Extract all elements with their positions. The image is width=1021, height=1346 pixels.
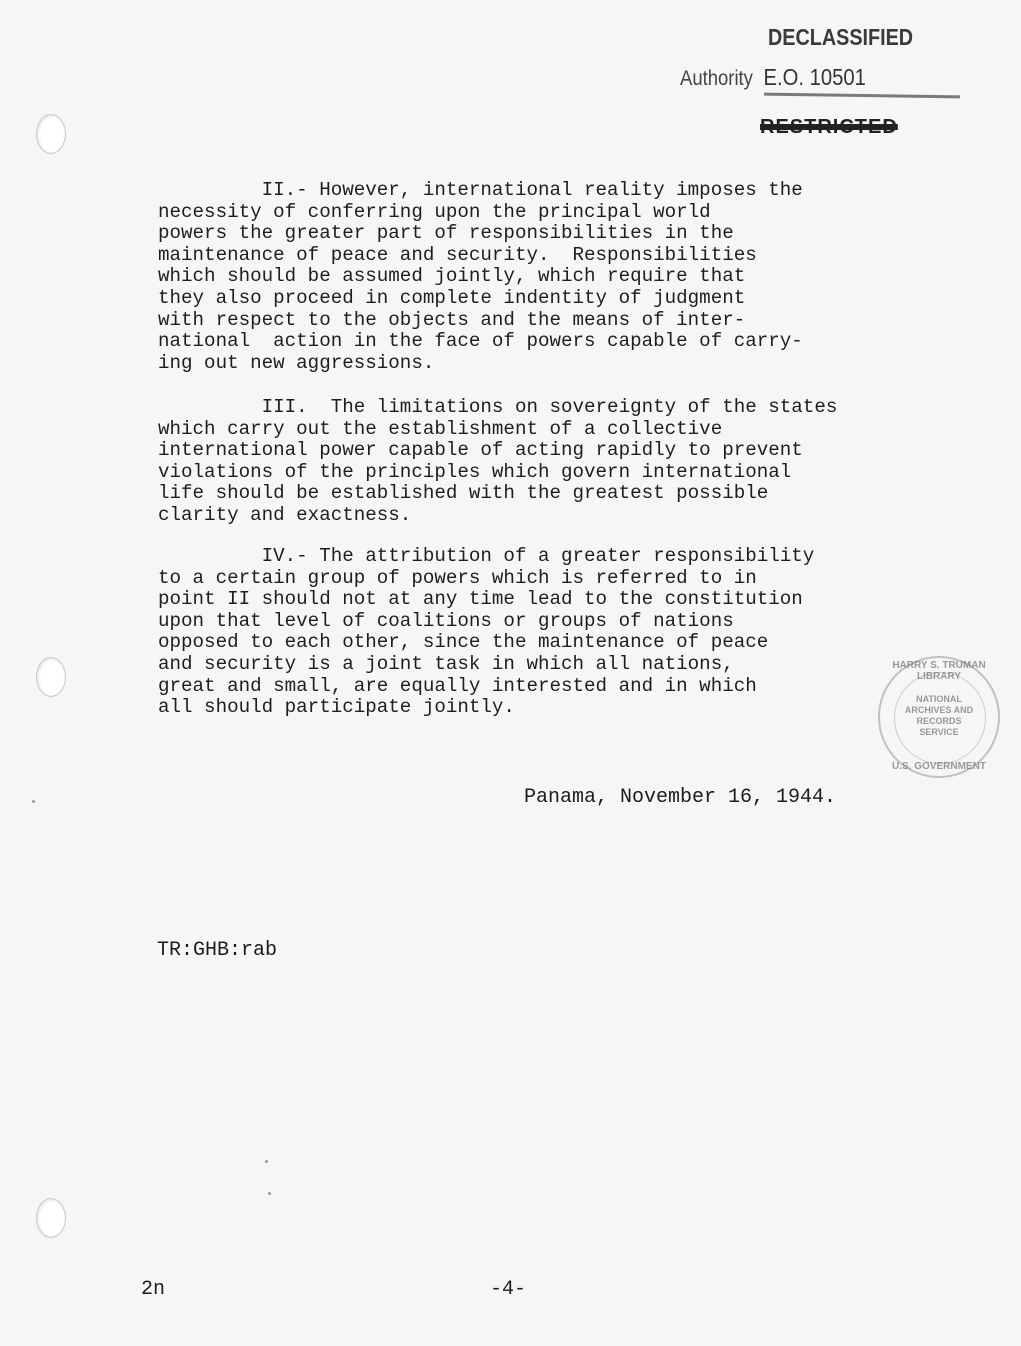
footer-code: 2n bbox=[141, 1278, 166, 1301]
seal-top-text: HARRY S. TRUMAN LIBRARY bbox=[892, 660, 986, 682]
paper-speck bbox=[268, 1192, 271, 1195]
paragraph-ii: II.- However, international reality imposes the necessity of conferring upon the principal world powers the greater part of responsibilities in the maintenance of peace and security. Responsibilities which should be assumed jointly, which require that they also proceed in complete indentity of judgment with respect to the objects and the means of inter- national action in the face of powers capable of carry- ing out new aggressions. bbox=[158, 179, 803, 374]
paragraph-iv: IV.- The attribution of a greater responsibility to a certain group of powers which is referred to in point II should not at any time lead to the constitution upon that level of coalitions or groups of nations opposed to each other, since the maintenance of peace and security is a joint task in which all nations, great and small, are equally interested and in which all should participate jointly. bbox=[158, 545, 815, 719]
seal-center-text: NATIONAL ARCHIVES AND RECORDS SERVICE bbox=[904, 694, 974, 737]
punch-hole bbox=[36, 1198, 66, 1238]
authority-stamp bbox=[680, 64, 866, 91]
dateline: Panama, November 16, 1944. bbox=[524, 786, 837, 809]
paragraph-iii: III. The limitations on sovereignty of the states which carry out the establishment of a collective international power capable of acting rapidly to prevent violations of the principles which govern international life should be established with the greatest possible clarity and exactness. bbox=[158, 396, 838, 526]
authority-label: Authority bbox=[680, 67, 753, 90]
declassified-stamp: DECLASSIFIED bbox=[768, 24, 914, 50]
authority-underline bbox=[764, 93, 960, 99]
reference-initials: TR:GHB:rab bbox=[157, 939, 278, 962]
seal-bottom-text: U.S. GOVERNMENT bbox=[892, 761, 986, 772]
punch-hole bbox=[36, 114, 66, 154]
archive-seal bbox=[878, 656, 1000, 778]
page-number: -4- bbox=[490, 1278, 527, 1301]
punch-hole bbox=[36, 657, 66, 697]
restricted-marking: RESTRICTED bbox=[760, 116, 898, 138]
authority-reference: E.O. 10501 bbox=[763, 64, 866, 90]
paper-speck bbox=[265, 1160, 268, 1163]
paper-speck bbox=[32, 800, 35, 803]
